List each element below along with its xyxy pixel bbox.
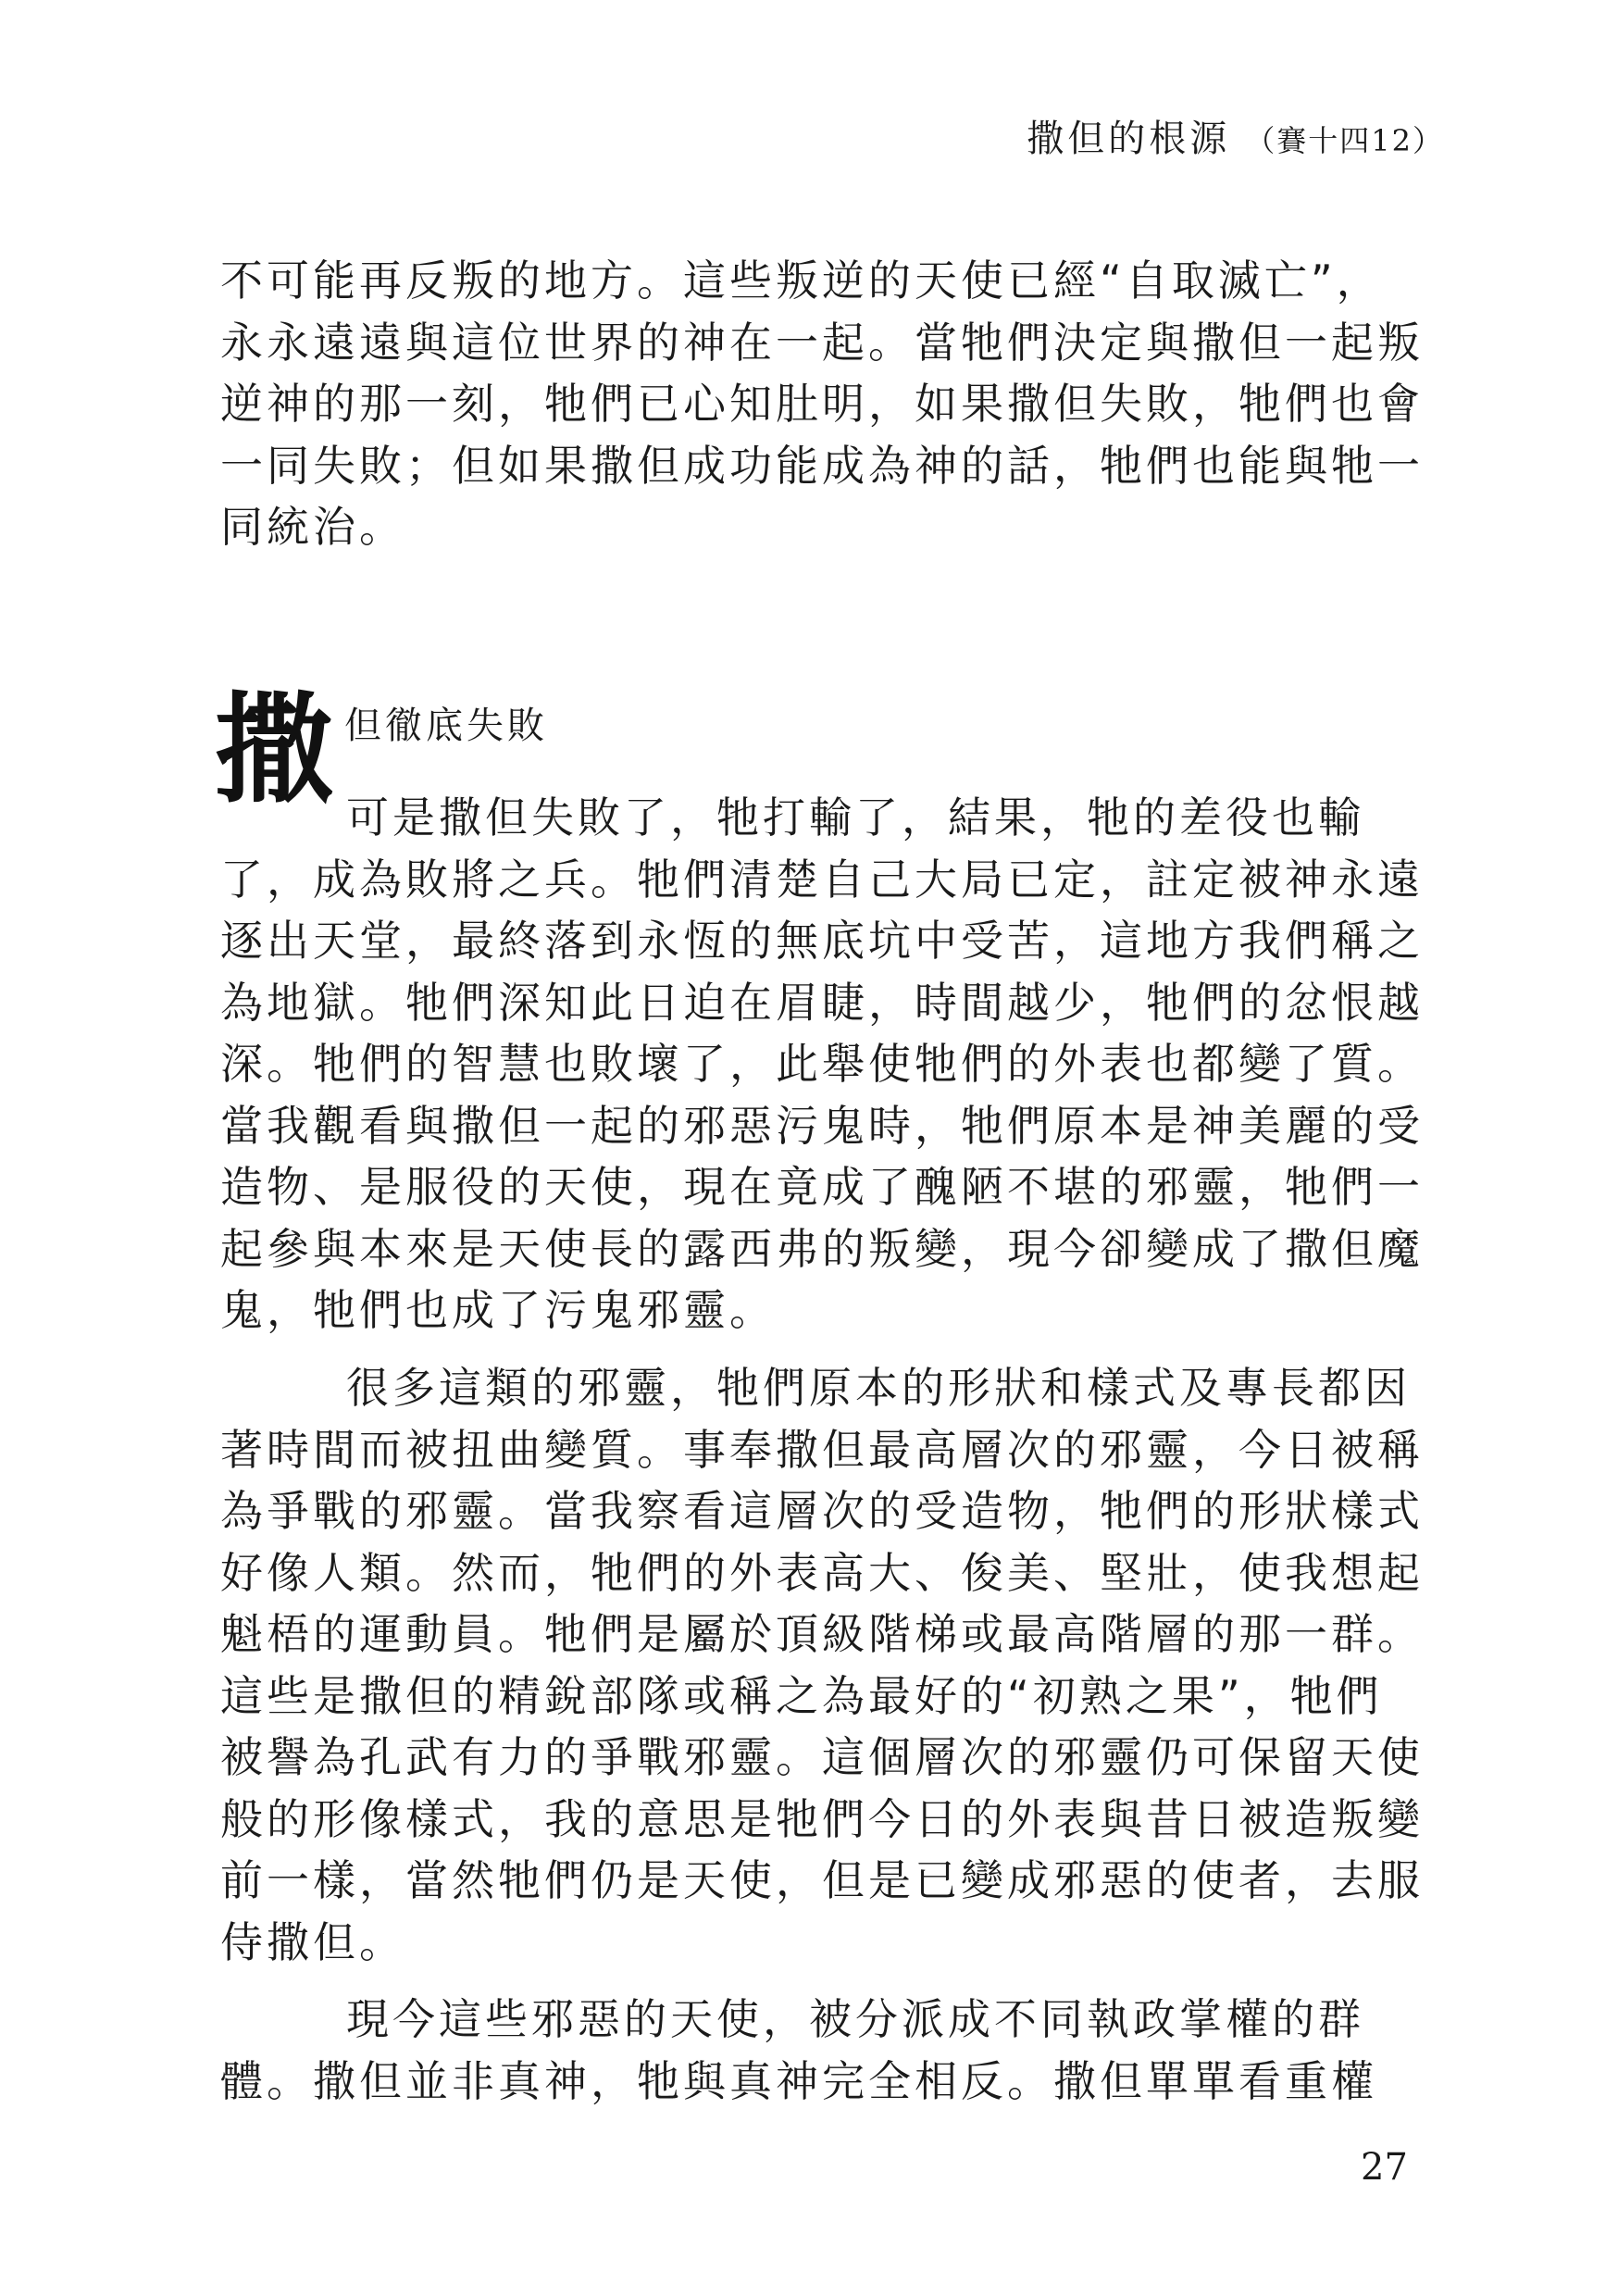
text-line: 被譽為孔武有力的爭戰邪靈。這個層次的邪靈仍可保留天使: [220, 1732, 1424, 1782]
text-line: 般的形像樣式，我的意思是牠們今日的外表與昔日被造叛變: [220, 1793, 1424, 1844]
paragraph-continuation: [220, 250, 1451, 558]
scripture-reference: （賽十四12）: [1245, 123, 1444, 158]
text-line: 永永遠遠與這位世界的神在一起。當牠們決定與撒但一起叛: [220, 317, 1424, 368]
text-line: 可是撒但失敗了，牠打輸了，結果，牠的差役也輸: [346, 792, 1364, 842]
text-line: 為爭戰的邪靈。當我察看這層次的受造物，牠們的形狀樣式: [220, 1486, 1424, 1536]
chapter-title: 撒但的根源: [1027, 118, 1231, 160]
text-line: 著時間而被扭曲變質。事奉撒但最高層次的邪靈，今日被稱: [220, 1424, 1424, 1475]
text-line: 當我觀看與撒但一起的邪惡污鬼時，牠們原本是神美麗的受: [220, 1100, 1424, 1151]
paragraph: [220, 1989, 1451, 2112]
section-title: 但徹底失敗: [344, 705, 548, 747]
text-line: 逐出天堂，最終落到永恆的無底坑中受苦，這地方我們稱之: [220, 916, 1424, 966]
text-line: 深。牠們的智慧也敗壞了，此舉使牠們的外表也都變了質。: [220, 1039, 1424, 1089]
text-line: 了，成為敗將之兵。牠們清楚自己大局已定，註定被神永遠: [220, 854, 1424, 905]
text-line: 逆神的那一刻，牠們已心知肚明，如果撒但失敗，牠們也會: [220, 379, 1424, 429]
text-line: 前一樣，當然牠們仍是天使，但是已變成邪惡的使者，去服: [220, 1855, 1424, 1905]
text-line: 同統治。: [220, 502, 405, 552]
text-line: 很多這類的邪靈，牠們原本的形狀和樣式及專長都因: [346, 1363, 1411, 1413]
text-line: 體。撒但並非真神，牠與真神完全相反。撒但單單看重權: [220, 2055, 1377, 2106]
drop-cap: 撒: [215, 680, 334, 819]
paragraph: [220, 1357, 1451, 1973]
text-line: 現今這些邪惡的天使，被分派成不同執政掌權的群: [346, 1994, 1364, 2044]
text-line: 鬼，牠們也成了污鬼邪靈。: [220, 1285, 776, 1335]
text-line: 好像人類。然而，牠們的外表高大、俊美、堅壯，使我想起: [220, 1547, 1424, 1598]
running-header: [1027, 109, 1444, 162]
text-line: 魁梧的運動員。牠們是屬於頂級階梯或最高階層的那一群。: [220, 1609, 1424, 1659]
text-line: 侍撒但。: [220, 1916, 405, 1967]
text-line: 造物、是服役的天使，現在竟成了醜陋不堪的邪靈，牠們一: [220, 1162, 1424, 1212]
text-line: 為地獄。牠們深知此日迫在眉睫，時間越少，牠們的忿恨越: [220, 977, 1424, 1028]
text-line: 這些是撒但的精銳部隊或稱之為最好的“初熟之果”，牠們: [220, 1670, 1383, 1721]
text-line: 起參與本來是天使長的露西弗的叛變，現今卻變成了撒但魔: [220, 1223, 1424, 1274]
text-line: 不可能再反叛的地方。這些叛逆的天使已經“自取滅亡”，: [220, 256, 1383, 306]
text-line: 一同失敗；但如果撒但成功能成為神的話，牠們也能與牠一: [220, 440, 1424, 491]
page-number: 27: [1361, 2146, 1408, 2189]
paragraph: [220, 787, 1451, 1341]
